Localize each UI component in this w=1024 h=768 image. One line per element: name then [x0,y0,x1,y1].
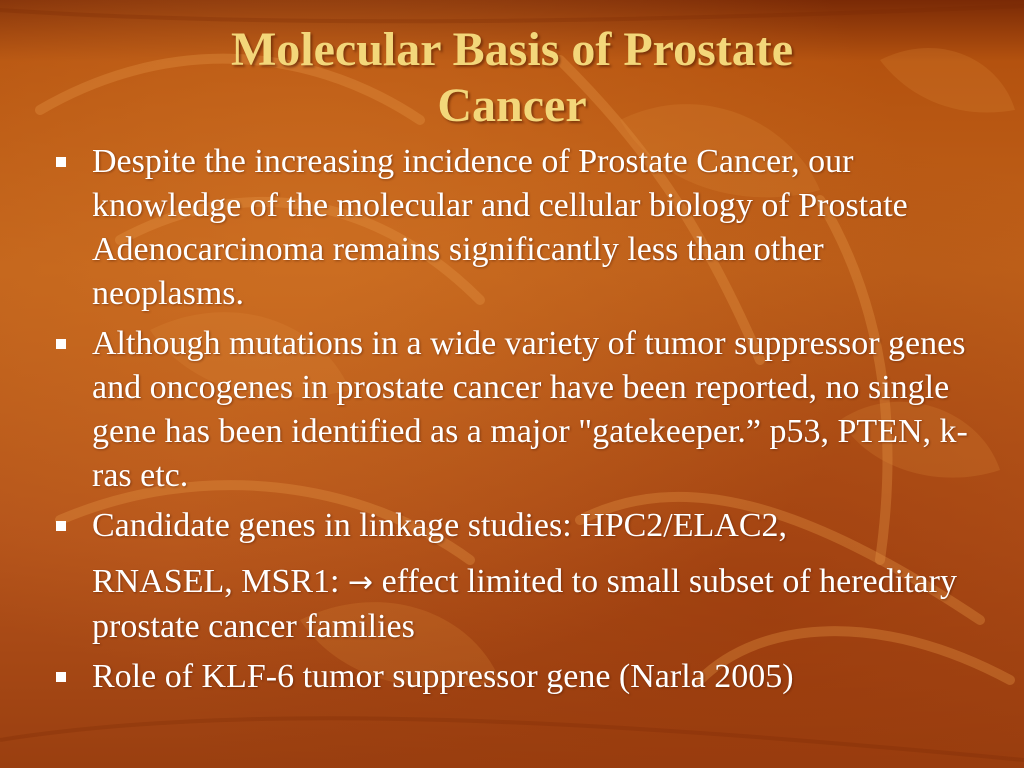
bullet-item [52,504,982,649]
bullet-text-line-2 [92,560,982,649]
bullet-item [52,322,982,498]
bullet-text: Although mutations in a wide variety of tumor suppressor genes and oncogenes in prostate cancer have been reported, no single gene has been identified as a major "gatekeeper.” p53, PTEN, k-ras etc. [92,325,968,494]
square-bullet-icon [56,521,66,531]
bullet-text: Role of KLF-6 tumor suppressor gene (Narla 2005) [92,658,794,695]
bullet-item [52,140,982,316]
bullet-text-line-1: Candidate genes in linkage studies: HPC2/ELAC2, [92,507,788,544]
square-bullet-icon [56,157,66,167]
bullet-text-prefix: RNASEL, MSR1: [92,563,348,600]
bullet-item [52,655,982,699]
right-arrow-icon: → [348,565,374,600]
bullet-text: Despite the increasing incidence of Prostate Cancer, our knowledge of the molecular and cellular biology of Prostate Adenocarcinoma remains significantly less than other neoplasms. [92,143,908,312]
bullet-list [52,140,982,705]
square-bullet-icon [56,672,66,682]
bullet-text-suffix: effect limited to small subset of hereditary prostate cancer families [92,563,957,645]
slide-title-line-2: Cancer [437,79,587,132]
slide-title [60,22,964,134]
slide-title-line-1: Molecular Basis of Prostate [230,23,794,76]
square-bullet-icon [56,339,66,349]
